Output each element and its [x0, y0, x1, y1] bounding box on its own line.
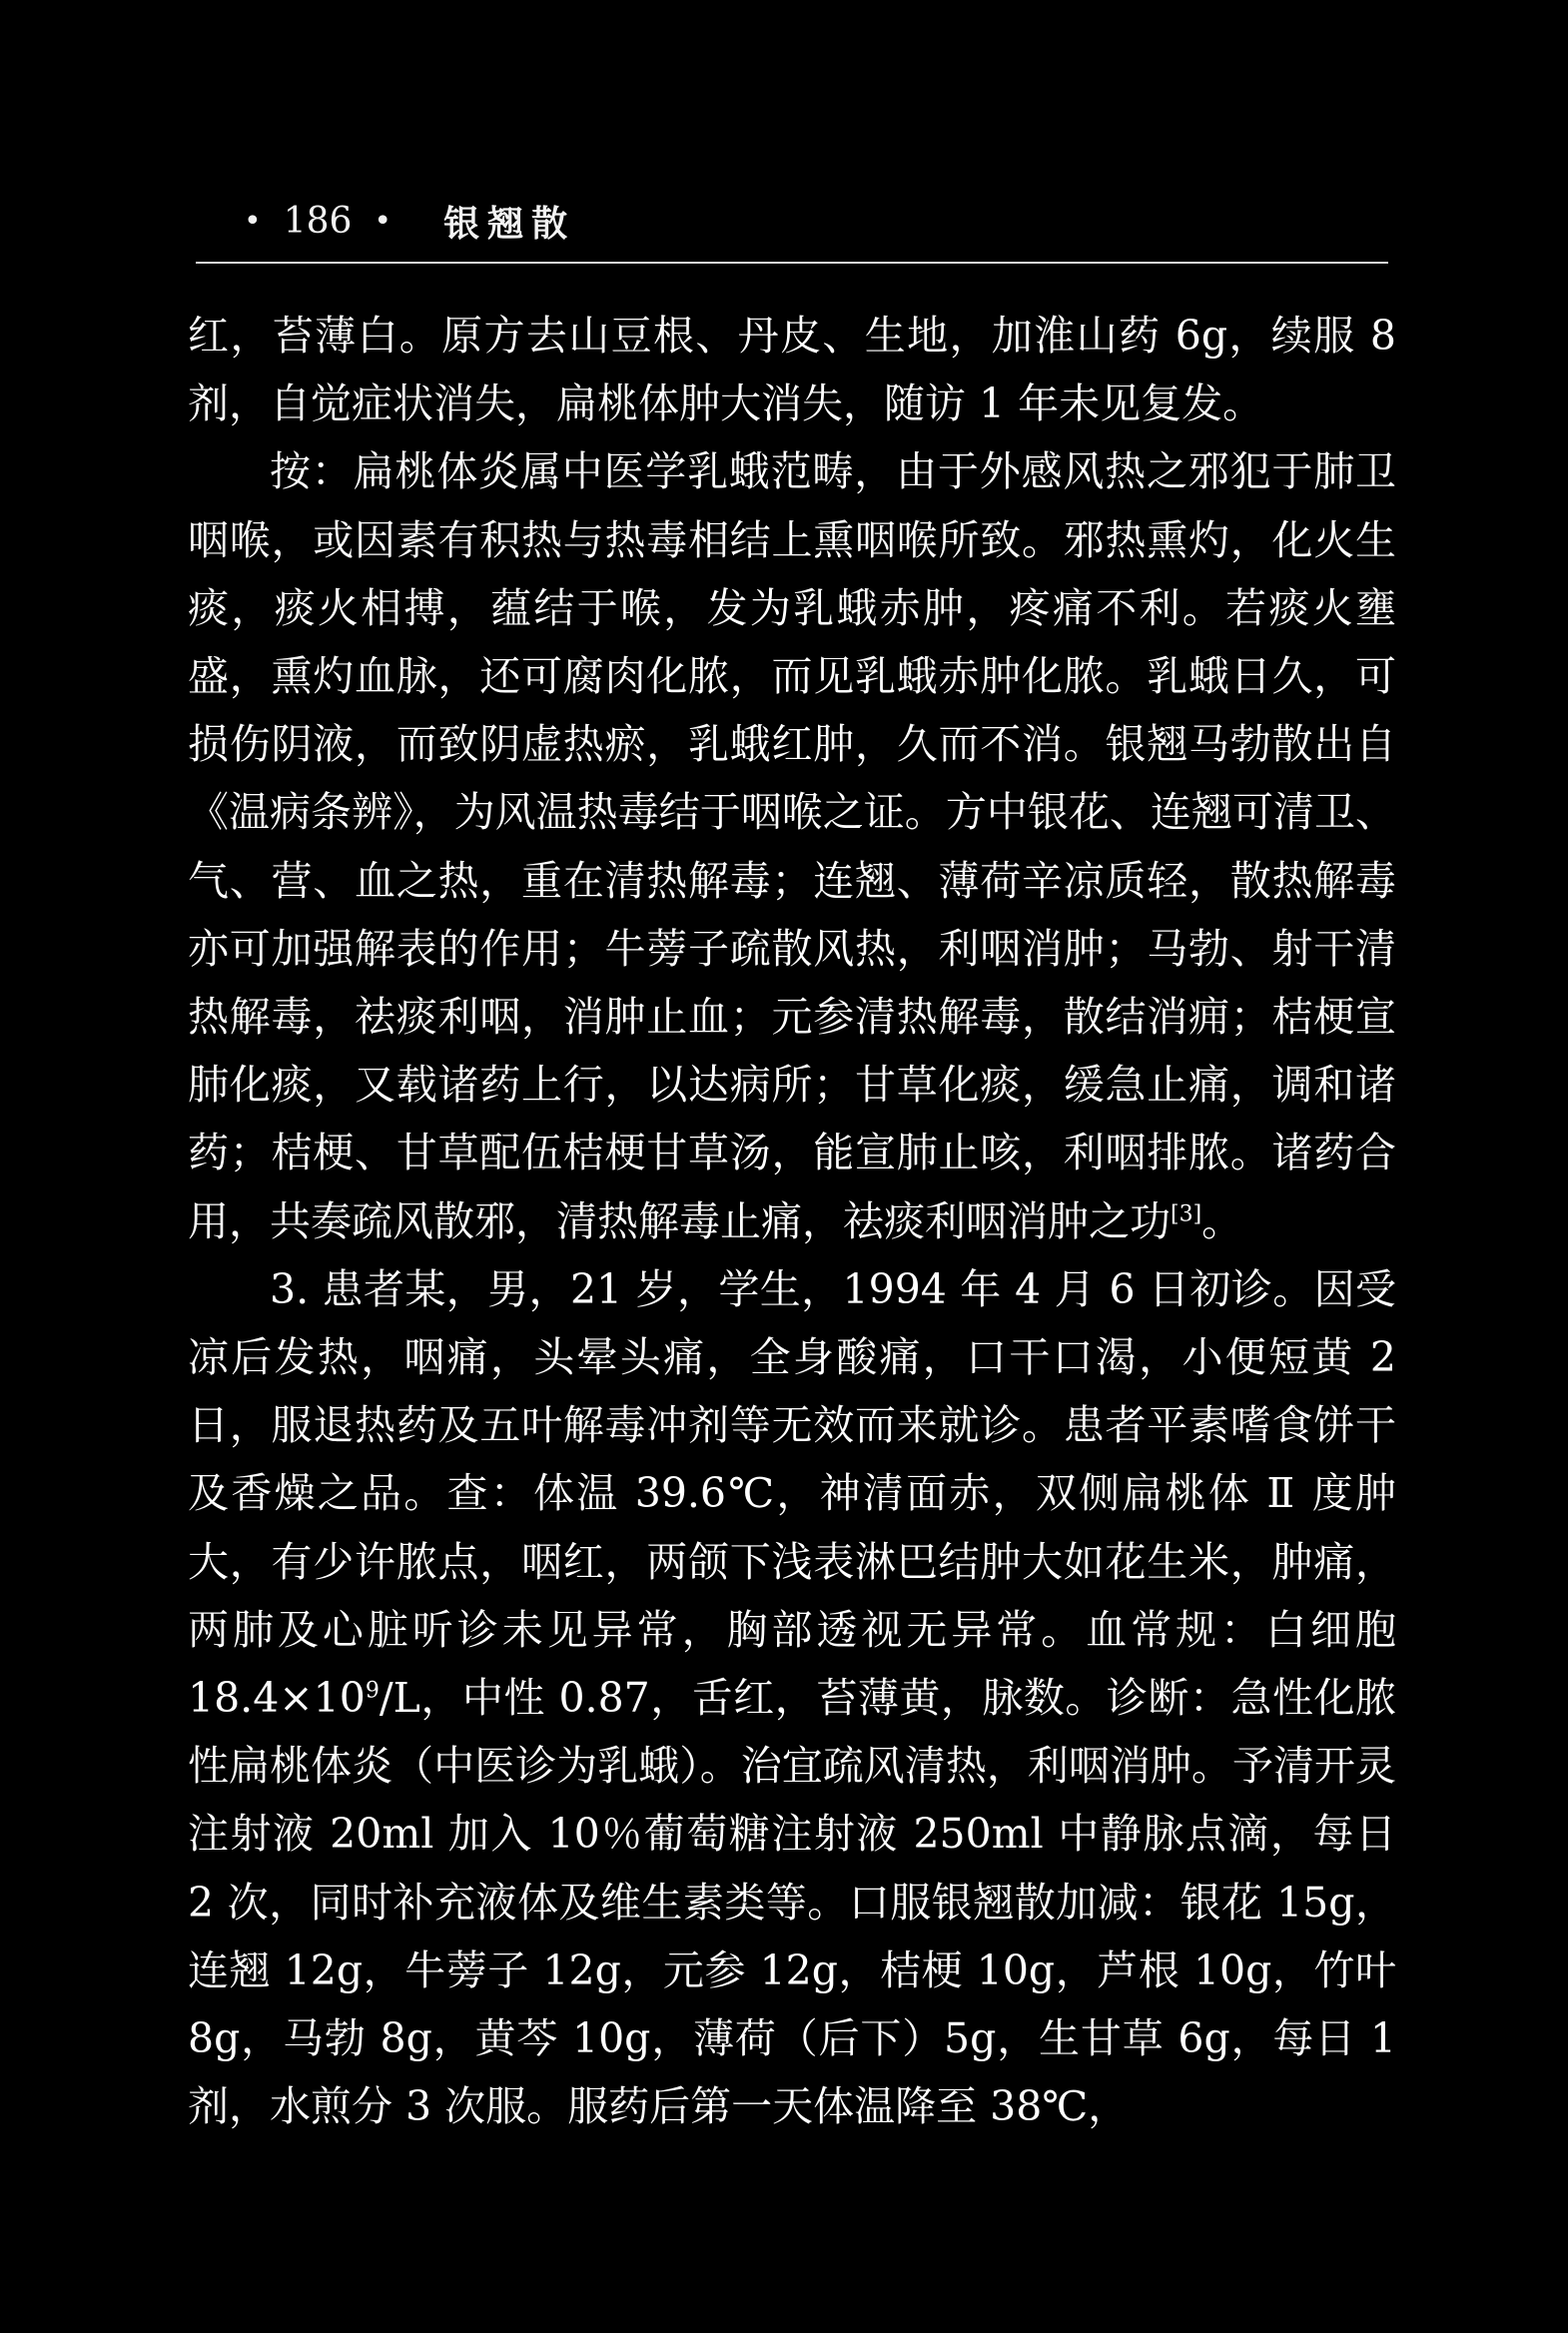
paragraph-case-3: [188, 1255, 1396, 2141]
paragraph-text: 红，苔薄白。原方去山豆根、丹皮、生地，加淮山药 6g，续服 8 剂，自觉症状消失，扁桃体肿大消失，随访 1 年未见复发。: [188, 312, 1396, 428]
page-number: 186: [283, 200, 353, 242]
paragraph-text: 3. 患者某，男，21 岁，学生，1994 年 4 月 6 日初诊。因受凉后发热，咽痛，头晕头痛，全身酸痛，口干口渴，小便短黄 2 日，服退热药及五叶解毒冲剂等无效而来就诊。患者平素嗜食饼干及香燥之品。查：体温 39.6℃，神清面赤，双侧扁桃体 Ⅱ 度肿大，有少许脓点，咽红，两颌下浅表淋巴结肿大如花生米，肿痛，两肺及心脏听诊未见异常，胸部透视无异常。血常规：白细胞 18.4×10: [188, 1264, 1396, 1723]
paragraph-tail: 。: [1201, 1196, 1243, 1245]
paragraph-continuation: [188, 302, 1396, 437]
paragraph-tail: /L，中性 0.87，舌红，苔薄黄，脉数。诊断：急性化脓性扁桃体炎（中医诊为乳蛾）。治宜疏风清热，利咽消肿。予清开灵注射液 20ml 加入 10％葡萄糖注射液 250ml 中静脉点滴，每日 2 次，同时补充液体及维生素类等。口服银翘散加减：银花 15g，连翘 12g，牛蒡子 12g，元参 12g，桔梗 10g，芦根 10g，竹叶 8g，马勃 8g，黄芩 10g，薄荷（后下）5g，生甘草 6g，每日 1 剂，水煎分 3 次服。服药后第一天体温降至 38℃，: [188, 1674, 1396, 2131]
body-text: [188, 302, 1396, 2140]
header-bullet-left: •: [244, 203, 262, 239]
paragraph-commentary: [188, 437, 1396, 1254]
exponent: 9: [365, 1678, 380, 1704]
citation-marker: [3]: [1171, 1200, 1202, 1226]
running-header: [222, 193, 575, 249]
paragraph-text: 按：扁桃体炎属中医学乳蛾范畴，由于外感风热之邪犯于肺卫咽喉，或因素有积热与热毒相结上熏咽喉所致。邪热熏灼，化火生痰，痰火相搏，蕴结于喉，发为乳蛾赤肿，疼痛不利。若痰火壅盛，熏灼血脉，还可腐肉化脓，而见乳蛾赤肿化脓。乳蛾日久，可损伤阴液，而致阴虚热瘀，乳蛾红肿，久而不消。银翘马勃散出自《温病条辨》，为风温热毒结于咽喉之证。方中银花、连翘可清卫、气、营、血之热，重在清热解毒；连翘、薄荷辛凉质轻，散热解毒亦可加强解表的作用；牛蒡子疏散风热，利咽消肿；马勃、射干清热解毒，祛痰利咽，消肿止血；元参清热解毒，散结消痈；桔梗宣肺化痰，又载诸药上行，以达病所；甘草化痰，缓急止痛，调和诸药；桔梗、甘草配伍桔梗甘草汤，能宣肺止咳，利咽排脓。诸药合用，共奏疏风散邪，清热解毒止痛，祛痰利咽消肿之功: [188, 447, 1396, 1245]
running-title: 银翘散: [443, 202, 576, 245]
header-bullet-right: •: [374, 203, 392, 239]
header-rule: [196, 262, 1388, 264]
